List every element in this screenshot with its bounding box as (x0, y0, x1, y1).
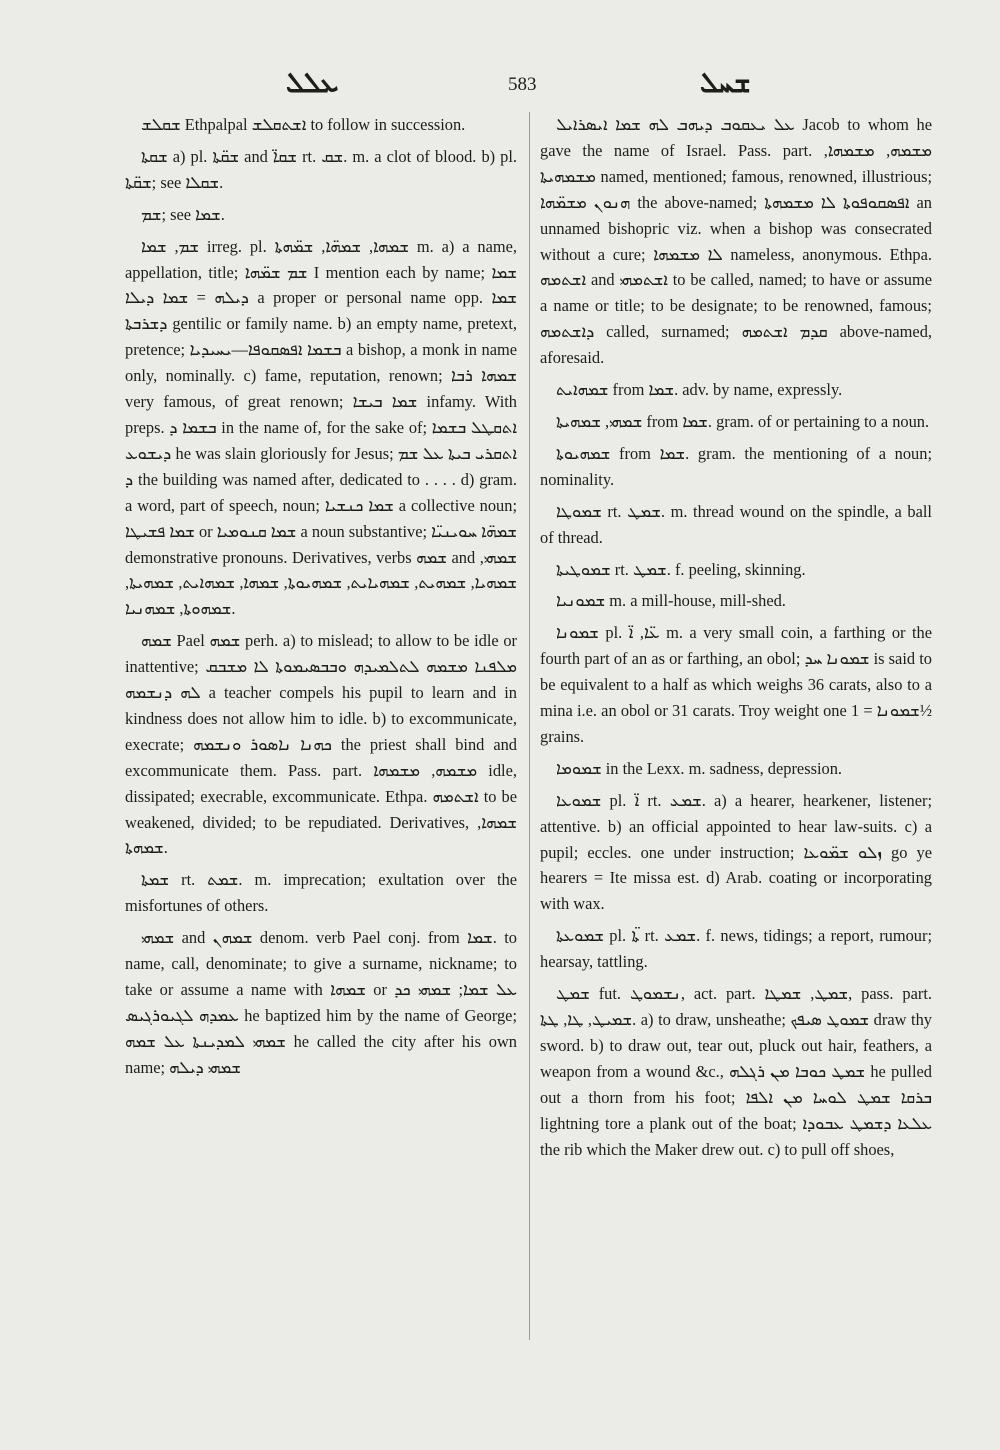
column-divider (529, 112, 530, 1340)
right-running-headword: ܫܚܠ (700, 66, 751, 99)
dictionary-entry: ܫܡܘܥܐ pl. ܐ̈ rt. ܫܡܥ. a) a hearer, hearkener, listener; attentive. b) an official appointed to hear law-suits. c) a pupil; eccles. one under instruction; ܙܠܘ ܫܡ̈ܘܥܐ go ye hearers = Ite missa est. d) Arab. coating or incorporating with wax. (540, 790, 933, 914)
dictionary-entry: ܫܡܘܢܝܐ m. a mill-house, mill-shed. (556, 591, 786, 611)
dictionary-entry: ܫܡܗ Pael ܫܡܗ perh. a) to mislead; to allow to be idle or inattentive; ܡܠܦܢܐ ܡܫܡܗ ܠܬܠܡܝܕܗ ܘܒܒܣܝܡܘܬܐ ܠܐ ܡܫܒܩ ܠܗ ܕܢܫܡܗ a teacher compels his pupil to learn and in kindness does not allow him to idle. b) to excommunicate, execrate; ܟܗܢܐ ܢܐܣܘܪ ܘܢܫܡܗ the priest shall bind and excommunicate them. Pass. part. ܡܫܡܗ, ܡܫܡܗܐ idle, dissipated; execrable, excommunicate. Ethpa. ܐܫܬܡܗ to be weakened, divided; to be repudiated. Derivatives, ܫܡܗܐ, ܫܡܗܬܐ. (125, 631, 517, 858)
dictionary-entry: ܫܡܘܛܐ rt. ܫܡܛ. m. thread wound on the spindle, a ball of thread. (540, 501, 932, 547)
dictionary-entry: ܫܩܠܫ Ethpalpal ܐܫܬܩܠܫ to follow in succession. (141, 115, 466, 134)
dictionary-entry: ܫܡ, ܫܡܐ irreg. pl. ܫܡܗܐ, ܫܡܗ̈ܐ, ܫܡ̈ܗܬܐ m. a) a name, appellation, title; ܫܡ ܫܡ̈ܗܐ I mention each by name; ܫܡܐ ܕܝܠܗ = ܫܡܐ ܕܝܠܐ a proper or personal name opp. ܫܡܐ ܕܫܪܒܬܐ gentilic or family name. b) an empty name, pretext, pretence; ܒܫܡܐ ܐܦܣܩܘܦܐ—ܝܚܝܕܝܐ a bishop, a monk in name only, nominally. c) fame, reputation, renown; ܫܡܗܐ ܪܒܐ very famous, of great renown; ܫܡܐ ܒܝܫܐ infamy. With preps. ܒܫܡܐ ܕ in the name of, for the sake of; ܐܬܩܛܠ ܒܫܡܐ ܕܝܫܘܥ he was slain gloriously for Jesus; ܐܬܩܪܝ ܒܝܬܐ ܥܠ ܫܡ ܕ the building was named after, dedicated to . . . . d) gram. a word, part of speech, noun; ܫܡܐ ܟܢܫܝܐ a collective noun; ܫܡܐ ܦܫܝܛܐ or ܫܡܐ ܩܢܘܡܝܐ a noun substantive; ܫܡܗ̈ܐ ܚܘܝܢܝ̈ܐ demonstrative pronouns. Derivatives, verbs ܫܡܗ and ܫܡܗܝ, ܫܡܗܝܐ, ܫܡܗܝܬ, ܫܡܗܝܐܝܬ, ܫܡܗܝܘܬܐ, ܫܡܗܐ, ܫܡܗܐܝܬ, ܫܡܗܝܬܐ, ܫܡܗܘܬܐ, ܫܡܗܢܝܐ. (125, 236, 518, 619)
dictionary-entry: ܫܡܬܐ rt. ܫܡܬ. m. imprecation; exultation over the misfortunes of others. (125, 870, 517, 916)
page-number: 583 (508, 74, 537, 95)
dictionary-entry: ܫܡܗܝ, ܫܡܗܝܬܐ from ܫܡܐ. gram. of or pertaining to a noun. (556, 411, 930, 431)
dictionary-entry: ܫܡܘܛܝܬܐ rt. ܫܡܛ. f. peeling, skinning. (556, 559, 806, 579)
dictionary-entry: ܫܡܗܝ and ܫܡܗܢ denom. verb Pael conj. from ܫܡܐ. to name, call, denominate; to give a surname, nickname; to take or assume a name with ܫܡܗܐ or ܥܠ ܫܡܐ; ܫܡܗܝ ܟܕ ܥܡܕܗ ܠܓܝܘܪܓܝܣ he baptized him by the name of George; ܫܡܗܝ ܠܡܕܝܢܬܐ ܥܠ ܫܡܗ he called the city after his own name; ܫܡܗܝ ܕܝܠܗ (125, 928, 518, 1077)
left-column (125, 112, 517, 1087)
dictionary-entry: ܥܠ ܝܥܩܘܒ ܕܝܗܒ ܠܗ ܫܡܐ ܐܝܣܪܐܝܠ Jacob to whom he gave the name of Israel. Pass. part. ܡܫܡܗ, ܡܫܡܗܐ, ܡܫܡܗܝܬܐ named, mentioned; famous, renowned, illustrious; ܗܢܘܢ ܡܫܡ̈ܗܐ the above-named; ܐܦܣܩܘܦܘܬܐ ܠܐ ܡܫܡܗܬܐ an unnamed bishopric viz. when a bishop was consecrated without a cure; ܠܐ ܡܫܡܗܐ nameless, anonymous. Ethpa. ܐܫܬܡܗ and ܐܫܬܡܗܝ to be called, named; to have or assume a name or title; to be designate; to be renowned, famous; ܕܐܫܬܡܗ called, surnamed; ܩܕܡ ܐܫܬܡܗ above-named, aforesaid. (540, 115, 932, 368)
dictionary-entry: ܫܡܗܐܝܬ from ܫܡܐ. adv. by name, expressly. (556, 380, 843, 400)
running-header (0, 66, 1000, 106)
dictionary-entry: ܫܩܬܐ a) pl. ܫܩ̈ܬܐ and ܫܩܐ̈ rt. ܫܩ. m. a clot of blood. b) pl. ܫܩ̈ܬܐ; see ܫܩܠܐ. (125, 146, 517, 192)
left-running-headword: ܥܠܠ (286, 66, 339, 99)
right-column (540, 112, 932, 1168)
dictionary-entry: ܫܡ; see ܫܡܐ. (141, 204, 225, 224)
dictionary-entry: ܫܡܘܡܐ in the Lexx. m. sadness, depression. (556, 758, 842, 778)
dictionary-entry: ܫܡܘܥܬܐ pl. ܬ̈ܐ rt. ܫܡܥ. f. news, tidings; a report, rumour; hearsay, tattling. (540, 926, 932, 972)
dictionary-entry: ܫܡܗܝܘܬܐ from ܫܡܐ. gram. the mentioning of a noun; nominality. (540, 443, 932, 489)
dictionary-entry: ܫܡܘܢܐ pl. ܥ̈ܐ, ܐ̈ m. a very small coin, a farthing or the fourth part of an as or farthing, an obol; ܫܡܘܢܐ ܚܕ is said to be equivalent to a half as which weighs 36 carats, also to a mina i.e. an obol or 31 carats. Troy weight one ܫܡܘܢܐ = 1½ grains. (540, 623, 932, 746)
dictionary-entry: ܫܡܛ fut. ܢܫܡܘܛ, act. part. ܫܡܛ, ܫܡܛܐ, pass. part. ܫܡܝܛ, ܛܐ, ܛܬܐ. a) to draw, unsheathe; ܫܡܘܛ ܣܝܦܟ draw thy sword. b) to draw out, tear out, pluck out hair, feathers, a weapon from a wound &c., ܫܡܛ ܟܘܒܐ ܡܢ ܪܓܠܗ he pulled out a thorn from his foot; ܒܪܩܐ ܫܡܛ ܠܘܚܐ ܡܢ ܐܠܦܐ lightning tore a plank out of the boat; ܥܠܥܐ ܕܫܡܛ ܥܒܘܕܐ the rib which the Maker drew out. c) to pull off shoes, (540, 984, 933, 1159)
